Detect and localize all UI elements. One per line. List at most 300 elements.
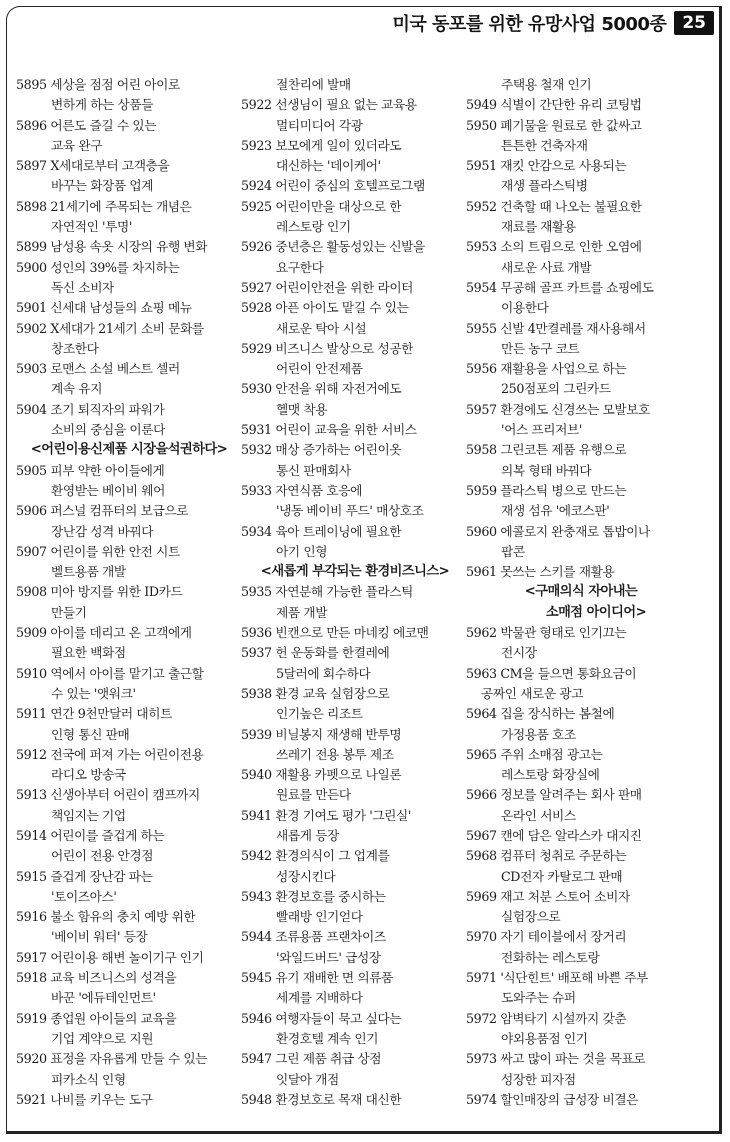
entry-title: 박물관 형태로 인기끄는 bbox=[500, 625, 627, 641]
list-item bbox=[16, 1090, 242, 1110]
entry-title: 환경 기여도 평가 '그린실' bbox=[275, 807, 411, 823]
entry-number: 5972 bbox=[466, 1010, 497, 1026]
entry-title-continued: 5달러에 회수하다 bbox=[276, 665, 371, 681]
entry-title-continued: 자연적인 '투명' bbox=[51, 219, 132, 235]
list-item bbox=[466, 562, 696, 582]
list-item bbox=[466, 1009, 696, 1050]
entry-title: 아이를 데리고 온 고객에게 bbox=[50, 625, 192, 641]
entry-number: 5909 bbox=[16, 625, 47, 641]
list-item bbox=[16, 75, 242, 116]
entry-number: 5957 bbox=[466, 401, 497, 417]
entry-number: 5971 bbox=[466, 970, 497, 986]
entry-title-continued: 빨래방 인기얻다 bbox=[276, 909, 363, 925]
entry-title-continued: 소비의 중심을 이룬다 bbox=[51, 422, 165, 438]
entry-title: X세대가 21세기 소비 문화를 bbox=[50, 320, 204, 336]
entry-title-continued: 성장한 피자점 bbox=[501, 1071, 576, 1087]
entry-title: 플라스틱 병으로 만드는 bbox=[500, 482, 627, 498]
entry-number: 5958 bbox=[466, 442, 497, 458]
entry-title: 환경의식이 그 업계를 bbox=[275, 848, 390, 864]
entry-number: 5897 bbox=[16, 158, 47, 174]
list-item bbox=[466, 785, 696, 826]
entry-title: 안전을 위해 자전거에도 bbox=[275, 381, 402, 397]
entry-title: 헌 운동화를 한켤레에 bbox=[275, 645, 390, 661]
list-item bbox=[466, 440, 696, 481]
entry-title-continued: 만든 농구 코트 bbox=[501, 340, 580, 356]
entry-number: 5904 bbox=[16, 401, 47, 417]
entry-title-continued: 라디오 방송국 bbox=[51, 767, 126, 783]
entry-number: 5942 bbox=[241, 848, 272, 864]
list-item bbox=[466, 704, 696, 745]
entry-title-continued: 250점포의 그린카드 bbox=[501, 381, 611, 397]
list-item bbox=[16, 156, 242, 197]
section-heading: <새롭게 부각되는 환경비즈니스> bbox=[260, 564, 450, 580]
entry-title: 환경에도 신경쓰는 모발보호 bbox=[500, 401, 650, 417]
entry-title-continued: 쓰레기 전용 봉투 제조 bbox=[276, 746, 394, 762]
entry-title-continued: 재료를 재활용 bbox=[501, 219, 576, 235]
entry-title-continued: 바꾼 '에듀테인먼트' bbox=[51, 990, 156, 1006]
list-item bbox=[241, 1090, 469, 1110]
column-2 bbox=[241, 75, 469, 1110]
entry-number: 5936 bbox=[241, 625, 272, 641]
entry-number: 5955 bbox=[466, 320, 497, 336]
entry-title: 환경보호를 중시하는 bbox=[275, 888, 386, 904]
entry-title: CM을 들으면 통화요금이 bbox=[500, 665, 637, 681]
entry-title-continued: 원료를 만든다 bbox=[276, 787, 351, 803]
entry-title-continued: 도와주는 슈퍼 bbox=[501, 990, 576, 1006]
entry-number: 5926 bbox=[241, 239, 272, 255]
list-item bbox=[241, 1009, 469, 1050]
entry-number: 5941 bbox=[241, 807, 272, 823]
entry-title: 아픈 아이도 맡길 수 있는 bbox=[275, 300, 409, 316]
list-item bbox=[16, 501, 242, 542]
entry-number: 5929 bbox=[241, 340, 272, 356]
entry-number: 5906 bbox=[16, 503, 47, 519]
entry-title: 조류용품 프랜차이즈 bbox=[275, 929, 386, 945]
entry-title: 나비를 키우는 도구 bbox=[50, 1091, 153, 1107]
entry-number: 5911 bbox=[16, 706, 47, 722]
list-item bbox=[241, 887, 469, 928]
entry-title-continued: 제품 개발 bbox=[276, 604, 328, 620]
entry-number: 5921 bbox=[16, 1091, 47, 1107]
entry-number: 5947 bbox=[241, 1051, 272, 1067]
entry-number: 5966 bbox=[466, 787, 497, 803]
list-item bbox=[241, 136, 469, 177]
entry-title: 여행자들이 묵고 싶다는 bbox=[275, 1010, 402, 1026]
entry-title-continued: 벨트용품 개발 bbox=[51, 564, 126, 580]
entry-number: 5970 bbox=[466, 929, 497, 945]
entry-title-continued: 새로운 사료 개발 bbox=[501, 259, 592, 275]
entry-title: 어린이안전을 위한 라이터 bbox=[275, 279, 414, 295]
entry-title: 퍼스널 컴퓨터의 보급으로 bbox=[50, 503, 189, 519]
entry-title-continued: 창조한다 bbox=[51, 340, 99, 356]
entry-title: 싸고 많이 파는 것을 목표로 bbox=[500, 1051, 646, 1067]
list-item bbox=[16, 907, 242, 948]
list-item bbox=[241, 684, 469, 725]
list-item bbox=[16, 237, 242, 257]
list-item bbox=[241, 237, 469, 278]
entry-title: 주위 소매점 광고는 bbox=[500, 746, 603, 762]
entry-title: 소의 트림으로 인한 오염에 bbox=[500, 239, 642, 255]
entry-title: 그린코튼 제품 유행으로 bbox=[500, 442, 627, 458]
list-item bbox=[241, 623, 469, 643]
entry-title: 캔에 담은 알라스카 대지진 bbox=[500, 827, 642, 843]
entry-title: 중년층은 활동성있는 신발을 bbox=[275, 239, 425, 255]
entry-number: 5930 bbox=[241, 381, 272, 397]
entry-title: 교육 비즈니스의 성격을 bbox=[50, 970, 177, 986]
list-item bbox=[241, 582, 469, 623]
list-item bbox=[241, 927, 469, 968]
entry-title: 자연분해 가능한 플라스틱 bbox=[275, 584, 414, 600]
entry-title-continued: 요구한다 bbox=[276, 259, 324, 275]
list-item bbox=[16, 826, 242, 867]
entry-title: 어른도 즐길 수 있는 bbox=[50, 117, 157, 133]
entry-number: 5945 bbox=[241, 970, 272, 986]
entry-title-continued: CD전자 카탈로그 판매 bbox=[501, 868, 623, 884]
list-item bbox=[241, 968, 469, 1009]
entry-title: 전국에 퍼져 가는 어린이전용 bbox=[50, 746, 204, 762]
entry-number: 5908 bbox=[16, 584, 47, 600]
entry-number: 5903 bbox=[16, 361, 47, 377]
list-item bbox=[466, 400, 696, 441]
entry-title: 종업원 아이들의 교육을 bbox=[50, 1010, 177, 1026]
list-item bbox=[16, 785, 242, 826]
entry-title: 21세기에 주목되는 개념은 bbox=[50, 198, 192, 214]
entry-title: 로맨스 소설 베스트 셀러 bbox=[50, 361, 180, 377]
list-item bbox=[241, 176, 469, 196]
entry-number: 5915 bbox=[16, 868, 47, 884]
list-item bbox=[466, 887, 696, 928]
list-item bbox=[466, 95, 696, 115]
entry-number: 5962 bbox=[466, 625, 497, 641]
entry-title: 환경 교육 실험장으로 bbox=[275, 685, 390, 701]
list-item bbox=[16, 623, 242, 664]
list-item bbox=[16, 1009, 242, 1050]
entry-number: 5948 bbox=[241, 1091, 272, 1107]
list-item bbox=[241, 95, 469, 136]
entry-title-continued: 바꾸는 화장품 업계 bbox=[51, 178, 154, 194]
entry-title-continued: '어스 프리저브' bbox=[501, 422, 582, 438]
list-item bbox=[466, 197, 696, 238]
entry-title: 할인매장의 급성장 비결은 bbox=[500, 1091, 639, 1107]
entry-title: 자기 테이블에서 장거리 bbox=[500, 929, 627, 945]
entry-title-continued: '베이비 워터' 등장 bbox=[51, 929, 148, 945]
entry-number: 5940 bbox=[241, 767, 272, 783]
entry-number: 5956 bbox=[466, 361, 497, 377]
entry-number: 5932 bbox=[241, 442, 272, 458]
entry-title: 집을 장식하는 봄철에 bbox=[500, 706, 615, 722]
entry-title-continued: 피카소식 인형 bbox=[51, 1071, 126, 1087]
entry-number: 5954 bbox=[466, 279, 497, 295]
entry-title: 어린이용 해변 놀이기구 인기 bbox=[50, 949, 204, 965]
entry-title: 그린 제품 취급 상점 bbox=[275, 1051, 382, 1067]
list-item bbox=[466, 319, 696, 360]
entry-number: 5933 bbox=[241, 482, 272, 498]
list-item bbox=[241, 643, 469, 684]
entry-title: 환경보호로 목재 대신한 bbox=[275, 1091, 402, 1107]
entry-title: 식별이 간단한 유리 코팅법 bbox=[500, 97, 642, 113]
entry-title-continued: 전시장 bbox=[501, 645, 537, 661]
entry-title: 피부 약한 아이들에게 bbox=[50, 462, 165, 478]
entry-continuation: 주택용 철재 인기 bbox=[501, 77, 592, 92]
entry-title-continued: 장난감 성격 바꿔다 bbox=[51, 523, 154, 539]
entry-title: 선생님이 필요 없는 교육용 bbox=[275, 97, 417, 113]
entry-number: 5937 bbox=[241, 645, 272, 661]
entry-title-continued: 수 있는 '앳워크' bbox=[51, 685, 136, 701]
entry-number: 5901 bbox=[16, 300, 47, 316]
list-item bbox=[241, 197, 469, 238]
entry-title-continued: 아기 인형 bbox=[276, 543, 328, 559]
entry-title: 빈캔으로 만든 마네킹 에코맨 bbox=[275, 625, 429, 641]
entry-number: 5928 bbox=[241, 300, 272, 316]
entry-title-continued: 가정용품 호조 bbox=[501, 726, 576, 742]
entry-title-continued: 헬맷 착용 bbox=[276, 401, 328, 417]
entry-title-continued: 멀티미디어 각광 bbox=[276, 117, 363, 133]
entry-number: 5938 bbox=[241, 685, 272, 701]
entry-number: 5949 bbox=[466, 97, 497, 113]
entry-title-continued: 환영받는 베이비 웨어 bbox=[51, 482, 165, 498]
entry-title-continued: 의복 형태 바꿔다 bbox=[501, 462, 592, 478]
entry-title: 비닐봉지 재생해 반투명 bbox=[275, 726, 402, 742]
entry-number: 5914 bbox=[16, 827, 47, 843]
entry-title: 즐겁게 장난감 파는 bbox=[50, 868, 153, 884]
entry-number: 5944 bbox=[241, 929, 272, 945]
entry-title: 표정을 자유롭게 만들 수 있는 bbox=[50, 1051, 208, 1067]
list-item bbox=[16, 319, 242, 360]
entry-title: 어린이를 즐겁게 하는 bbox=[50, 827, 165, 843]
entry-title-continued: 환경호텔 계속 인기 bbox=[276, 1030, 379, 1046]
entry-title: 재고 처분 스토어 소비자 bbox=[500, 888, 630, 904]
entry-number: 5923 bbox=[241, 137, 272, 153]
list-item bbox=[16, 298, 242, 318]
entry-title: 재활용을 사업으로 하는 bbox=[500, 361, 627, 377]
book-title: 미국 동포를 위한 유망사업 5000종 bbox=[392, 14, 667, 35]
entry-number: 5912 bbox=[16, 746, 47, 762]
list-item bbox=[466, 826, 696, 846]
list-item bbox=[16, 948, 242, 968]
list-item bbox=[16, 1049, 242, 1090]
entry-title-continued: 이용한다 bbox=[501, 300, 549, 316]
entry-title: 세상을 점점 어린 아이로 bbox=[50, 77, 180, 92]
entry-title: 비즈니스 발상으로 성공한 bbox=[275, 340, 414, 356]
page-number: 25 bbox=[674, 11, 714, 35]
list-item bbox=[16, 258, 242, 299]
entry-title: 재킷 안감으로 사용되는 bbox=[500, 158, 627, 174]
entry-number: 5900 bbox=[16, 259, 47, 275]
list-item bbox=[241, 278, 469, 298]
entry-number: 5910 bbox=[16, 665, 47, 681]
entry-number: 5964 bbox=[466, 706, 497, 722]
entry-title-continued: 어린이 안전제품 bbox=[276, 361, 363, 377]
list-item bbox=[16, 745, 242, 786]
list-item bbox=[466, 481, 696, 522]
list-item bbox=[241, 481, 469, 522]
entry-number: 5913 bbox=[16, 787, 47, 803]
entry-number: 5952 bbox=[466, 198, 497, 214]
entry-title: 미아 방지를 위한 ID카드 bbox=[50, 584, 183, 600]
list-item bbox=[16, 968, 242, 1009]
entry-title-continued: 레스토랑 화장실에 bbox=[501, 767, 600, 783]
entry-number: 5902 bbox=[16, 320, 47, 336]
entry-title-continued: 잇달아 개점 bbox=[276, 1071, 339, 1087]
list-item bbox=[466, 623, 696, 664]
entry-number: 5950 bbox=[466, 117, 497, 133]
entry-number: 5918 bbox=[16, 970, 47, 986]
list-item bbox=[466, 1090, 696, 1110]
entry-title-continued: 대신하는 '데이케어' bbox=[276, 158, 381, 174]
entry-title-continued: 만들기 bbox=[51, 604, 87, 620]
entry-title-continued: 교육 완구 bbox=[51, 137, 103, 153]
entry-title: 조기 퇴직자의 파워가 bbox=[50, 401, 165, 417]
entry-title: 정보를 알려주는 회사 판매 bbox=[500, 787, 642, 803]
entry-number: 5934 bbox=[241, 523, 272, 539]
entry-title: 어린이만을 대상으로 한 bbox=[275, 198, 402, 214]
entry-title: 암벽타기 시설까지 갖춘 bbox=[500, 1010, 627, 1026]
entry-number: 5919 bbox=[16, 1010, 47, 1026]
list-item bbox=[241, 298, 469, 339]
entry-title: X세대로부터 고객층을 bbox=[50, 158, 170, 174]
entry-title-continued: 전화하는 레스토랑 bbox=[501, 949, 600, 965]
entry-title: 건축할 때 나오는 불필요한 bbox=[500, 198, 642, 214]
entry-title-continued: 변하게 하는 상품들 bbox=[51, 97, 154, 113]
list-item bbox=[241, 725, 469, 766]
entry-title-continued: 새로운 탁아 시설 bbox=[276, 320, 367, 336]
list-item bbox=[466, 237, 696, 278]
page-header bbox=[393, 8, 715, 38]
list-item bbox=[466, 846, 696, 887]
entry-title: 육아 트레이닝에 필요한 bbox=[275, 523, 402, 539]
entry-title-continued: 재생 섬유 '에코스판' bbox=[501, 503, 610, 519]
list-item bbox=[241, 765, 469, 806]
entry-title-continued: '와일드버드' 급성장 bbox=[276, 949, 381, 965]
list-item bbox=[241, 440, 469, 481]
entry-number: 5927 bbox=[241, 279, 272, 295]
entry-title-continued: 성장시킨다 bbox=[276, 868, 336, 884]
entry-title: '식단힌트' 배포해 바쁜 주부 bbox=[500, 970, 648, 986]
entry-title: 불소 함유의 충치 예방 위한 bbox=[50, 909, 196, 925]
list-item bbox=[16, 542, 242, 583]
column-3 bbox=[466, 75, 696, 1110]
entry-title: 어린이 중심의 호텔프로그램 bbox=[275, 178, 425, 194]
entry-title: 신발 4만켤레를 재사용해서 bbox=[500, 320, 646, 336]
entry-number: 5959 bbox=[466, 482, 497, 498]
entry-title-continued: 어린이 전용 안경점 bbox=[51, 848, 154, 864]
entry-number: 5974 bbox=[466, 1091, 497, 1107]
entry-title-continued: 통신 판매회사 bbox=[276, 462, 351, 478]
entry-number: 5898 bbox=[16, 198, 47, 214]
entry-title-continued: 인형 통신 판매 bbox=[51, 726, 130, 742]
entry-title-continued: 공짜인 새로운 광고 bbox=[481, 685, 584, 701]
entry-title: 에콜로지 완충재로 톱밥이나 bbox=[500, 523, 650, 539]
entry-title: 신생아부터 어린이 캠프까지 bbox=[50, 787, 200, 803]
entry-title-continued: 야외용품점 인기 bbox=[501, 1030, 588, 1046]
entry-title: 신세대 남성들의 쇼핑 메뉴 bbox=[50, 300, 192, 316]
entry-title-continued: 필요한 백화점 bbox=[51, 645, 126, 661]
entry-title: 자연식품 호응에 bbox=[275, 482, 362, 498]
list-item bbox=[466, 359, 696, 400]
section-heading: <구매의식 자아내는 bbox=[524, 584, 638, 600]
list-item bbox=[241, 1049, 469, 1090]
entry-number: 5896 bbox=[16, 117, 47, 133]
entry-title: 못쓰는 스키를 재활용 bbox=[500, 564, 615, 580]
list-item bbox=[16, 359, 242, 400]
list-item bbox=[466, 278, 696, 319]
entry-number: 5963 bbox=[466, 665, 497, 681]
entry-title-continued: 기업 계약으로 지원 bbox=[51, 1030, 154, 1046]
entry-title: 무공해 골프 카트를 쇼핑에도 bbox=[500, 279, 654, 295]
section-heading: <어린이용신제품 시장을석권하다> bbox=[30, 442, 228, 458]
entry-number: 5951 bbox=[466, 158, 497, 174]
list-item bbox=[16, 704, 242, 745]
entry-number: 5943 bbox=[241, 888, 272, 904]
entry-number: 5967 bbox=[466, 827, 497, 843]
list-item bbox=[241, 846, 469, 887]
entry-number: 5961 bbox=[466, 564, 497, 580]
entry-number: 5969 bbox=[466, 888, 497, 904]
entry-number: 5931 bbox=[241, 422, 272, 438]
entry-number: 5965 bbox=[466, 746, 497, 762]
entry-number: 5924 bbox=[241, 178, 272, 194]
entry-title-continued: '냉동 베이비 푸드' 매상호조 bbox=[276, 503, 424, 519]
entry-title-continued: 인기높은 리조트 bbox=[276, 706, 363, 722]
entry-title: 연간 9천만달러 대히트 bbox=[50, 706, 172, 722]
entry-title-continued: 세계를 지배하다 bbox=[276, 990, 363, 1006]
list-item bbox=[16, 197, 242, 238]
list-item bbox=[16, 867, 242, 908]
entry-title: 폐기물을 원료로 한 값싸고 bbox=[500, 117, 642, 133]
list-item bbox=[241, 522, 469, 563]
entry-title: 보모에게 일이 있더라도 bbox=[275, 137, 402, 153]
entry-number: 5946 bbox=[241, 1010, 272, 1026]
list-item bbox=[466, 522, 696, 563]
list-item bbox=[466, 1049, 696, 1090]
entry-title-continued: 실험장으로 bbox=[501, 909, 561, 925]
list-item bbox=[466, 116, 696, 157]
list-item bbox=[241, 379, 469, 420]
entry-number: 5916 bbox=[16, 909, 47, 925]
entry-number: 5960 bbox=[466, 523, 497, 539]
list-item bbox=[16, 400, 242, 441]
list-item bbox=[466, 968, 696, 1009]
entry-title-continued: 계속 유지 bbox=[51, 381, 103, 397]
entry-number: 5905 bbox=[16, 462, 47, 478]
list-item bbox=[241, 339, 469, 380]
list-item bbox=[241, 806, 469, 847]
entry-number: 5968 bbox=[466, 848, 497, 864]
entry-number: 5895 bbox=[16, 77, 47, 92]
entry-number: 5925 bbox=[241, 198, 272, 214]
entry-title: 매상 증가하는 어린이옷 bbox=[275, 442, 402, 458]
entry-number: 5973 bbox=[466, 1051, 497, 1067]
entry-number: 5935 bbox=[241, 584, 272, 600]
entry-title: 어린이를 위한 안전 시트 bbox=[50, 543, 180, 559]
list-item bbox=[466, 745, 696, 786]
entry-number: 5920 bbox=[16, 1051, 47, 1067]
entry-title-continued: 팝콘 bbox=[501, 543, 525, 559]
entry-number: 5953 bbox=[466, 239, 497, 255]
entry-title: 재활용 카펫으로 나일론 bbox=[275, 767, 402, 783]
list-item bbox=[16, 582, 242, 623]
entry-title-continued: 온라인 서비스 bbox=[501, 807, 576, 823]
entry-title-continued: 책임지는 기업 bbox=[51, 807, 126, 823]
entry-title-continued: 독신 소비자 bbox=[51, 279, 114, 295]
entry-title-continued: 재생 플라스틱병 bbox=[501, 178, 588, 194]
entry-number: 5899 bbox=[16, 239, 47, 255]
entry-title: 역에서 아이를 맡기고 출근할 bbox=[50, 665, 204, 681]
entry-title: 남성용 속옷 시장의 유행 변화 bbox=[50, 239, 208, 255]
entry-title-continued: 레스토랑 인기 bbox=[276, 219, 351, 235]
entry-continuation: 절찬리에 발매 bbox=[276, 77, 351, 92]
entry-number: 5939 bbox=[241, 726, 272, 742]
